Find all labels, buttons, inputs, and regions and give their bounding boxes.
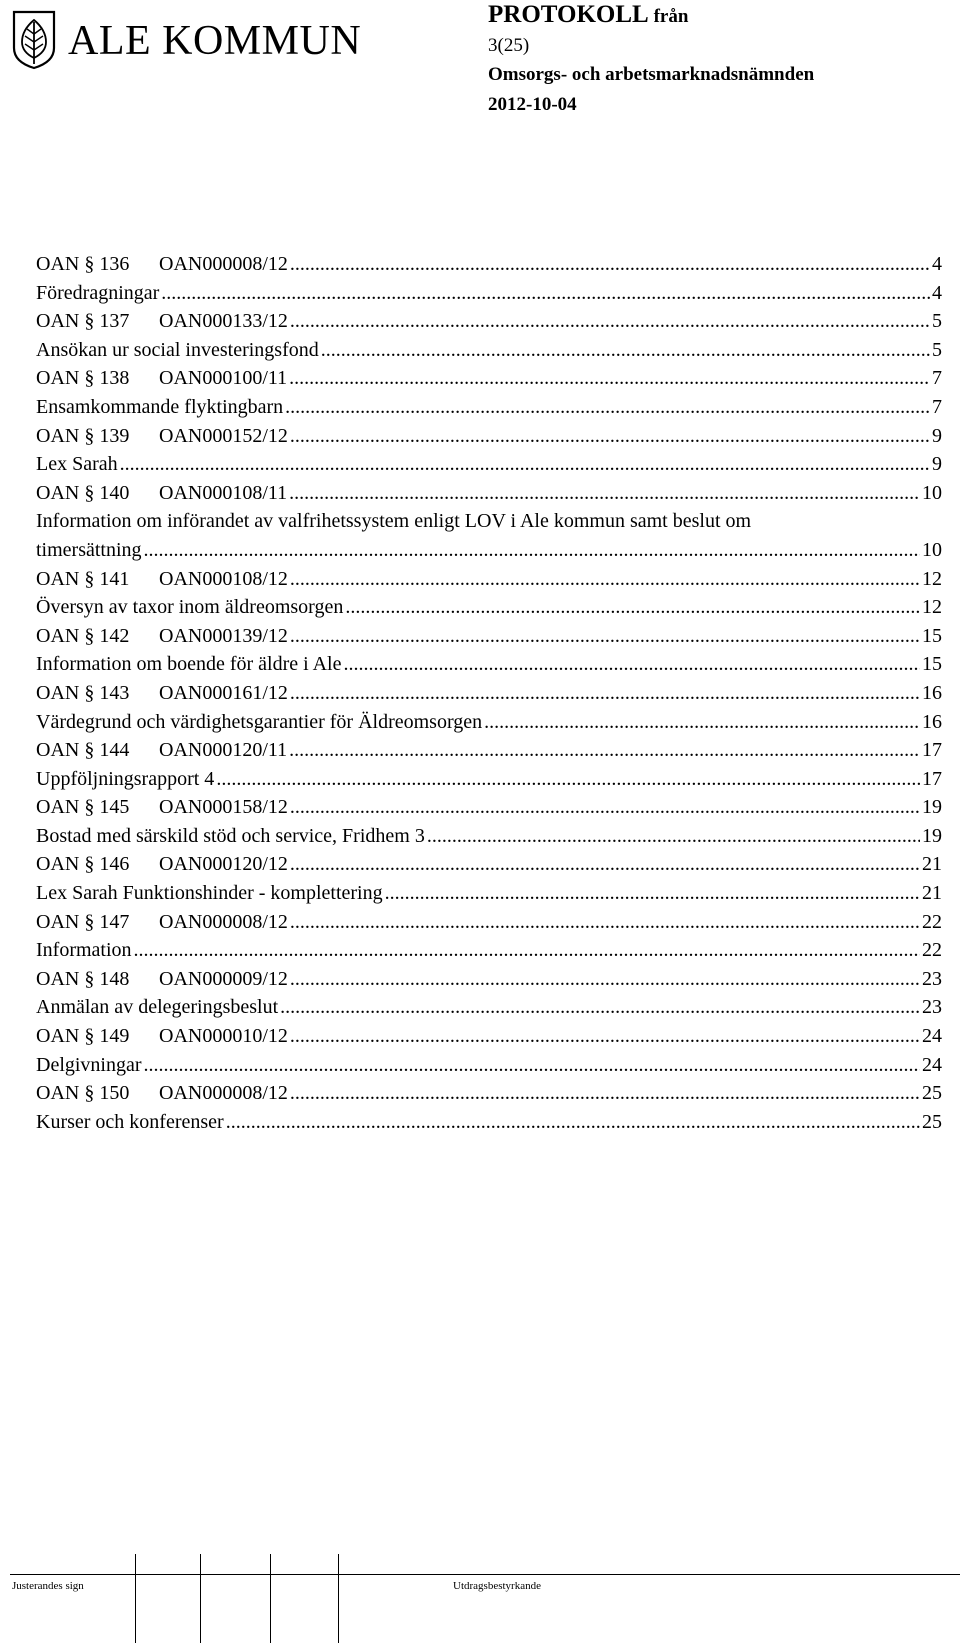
toc-paragraph-row[interactable] (36, 850, 942, 879)
toc-paragraph: OAN § 147 (36, 910, 130, 933)
protocol-title (488, 0, 948, 32)
toc-title-row[interactable] (36, 650, 942, 679)
toc-entry-label (36, 850, 288, 879)
toc-paragraph-row[interactable] (36, 422, 942, 451)
toc-page-number: 19 (922, 796, 942, 819)
toc-paragraph-row[interactable] (36, 565, 942, 594)
toc-title: Anmälan av delegeringsbeslut (36, 996, 279, 1019)
protocol-title-main: PROTOKOLL (488, 1, 648, 28)
toc-title-row[interactable] (36, 879, 942, 908)
toc-paragraph-row[interactable] (36, 1022, 942, 1051)
signature-box-divider (135, 1554, 136, 1643)
toc-title-row[interactable] (36, 536, 942, 565)
toc-page-number: 5 (932, 338, 942, 361)
toc-reference: OAN000120/12 (159, 853, 288, 876)
toc-leader-dots (484, 708, 920, 737)
toc-paragraph-row[interactable] (36, 1079, 942, 1108)
toc-title: timersättning (36, 538, 142, 561)
toc-page-number: 24 (922, 1025, 942, 1048)
toc-page-number: 22 (922, 939, 942, 962)
toc-reference: OAN000158/12 (159, 796, 288, 819)
committee-name: Omsorgs- och arbetsmarknadsnämnden (488, 64, 815, 85)
toc-paragraph: OAN § 141 (36, 567, 130, 590)
toc-page-number: 23 (922, 967, 942, 990)
toc-title-row[interactable] (36, 936, 942, 965)
toc-entry-label (36, 364, 287, 393)
toc-page-number: 25 (922, 1110, 942, 1133)
toc-title-row[interactable] (36, 450, 942, 479)
toc-leader-dots (285, 393, 930, 422)
toc-title: Lex Sarah Funktionshinder - komplettering (36, 882, 383, 905)
logo-text: ALE KOMMUN (68, 18, 362, 64)
toc-reference: OAN000139/12 (159, 624, 288, 647)
toc-entry-label (36, 793, 288, 822)
toc-entry-label (36, 422, 288, 451)
toc-paragraph: OAN § 137 (36, 310, 130, 333)
toc-entry-label (36, 908, 288, 937)
toc-paragraph: OAN § 136 (36, 253, 130, 275)
toc-entry-label (36, 250, 288, 279)
toc-leader-dots (290, 850, 920, 879)
protocol-title-from: från (653, 6, 689, 27)
toc-paragraph-row[interactable] (36, 736, 942, 765)
toc-page-number: 22 (922, 910, 942, 933)
toc-leader-dots (290, 565, 920, 594)
toc-paragraph-row[interactable] (36, 965, 942, 994)
toc-reference: OAN000108/12 (159, 567, 288, 590)
toc-paragraph-row[interactable] (36, 250, 942, 279)
toc-page-number: 25 (922, 1082, 942, 1105)
toc-leader-dots (144, 536, 920, 565)
toc-paragraph: OAN § 144 (36, 739, 130, 762)
toc-title: Kurser och konferenser (36, 1110, 224, 1133)
toc-title-row[interactable] (36, 993, 942, 1022)
toc-page-number: 21 (922, 853, 942, 876)
toc-entry-label (36, 679, 288, 708)
toc-reference: OAN000152/12 (159, 424, 288, 447)
toc-page-number: 4 (932, 253, 942, 275)
toc-leader-dots (290, 250, 930, 279)
toc-title-row[interactable] (36, 593, 942, 622)
toc-leader-dots (345, 593, 920, 622)
toc-title-row[interactable] (36, 822, 942, 851)
toc-leader-dots (290, 622, 920, 651)
toc-page-number: 15 (922, 653, 942, 676)
toc-page-number: 16 (922, 681, 942, 704)
toc-title: Information om boende för äldre i Ale (36, 653, 342, 676)
toc-title-row[interactable] (36, 1108, 942, 1137)
toc-leader-dots (161, 279, 930, 308)
toc-title: Översyn av taxor inom äldreomsorgen (36, 596, 344, 619)
toc-page-number: 24 (922, 1053, 942, 1076)
toc-title-row[interactable] (36, 393, 942, 422)
toc-paragraph-row[interactable] (36, 622, 942, 651)
extract-label: Utdragsbestyrkande (453, 1580, 541, 1592)
toc-reference: OAN000009/12 (159, 967, 288, 990)
toc-leader-dots (289, 364, 930, 393)
toc-entry-label (36, 1022, 288, 1051)
toc-paragraph-row[interactable] (36, 793, 942, 822)
toc-title: Lex Sarah (36, 453, 118, 476)
toc-paragraph: OAN § 143 (36, 681, 130, 704)
toc-page-number: 12 (922, 567, 942, 590)
toc-paragraph: OAN § 139 (36, 424, 130, 447)
toc-paragraph: OAN § 138 (36, 367, 130, 390)
toc-page-number: 12 (922, 596, 942, 619)
toc-leader-dots (289, 479, 920, 508)
toc-page-number: 10 (922, 481, 942, 504)
toc-leader-dots (343, 650, 920, 679)
toc-title: Ansökan ur social investeringsfond (36, 338, 319, 361)
toc-title: Uppföljningsrapport 4 (36, 767, 215, 790)
toc-paragraph: OAN § 148 (36, 967, 130, 990)
toc-page-number: 23 (922, 996, 942, 1019)
toc-leader-dots (290, 793, 920, 822)
toc-paragraph-row[interactable] (36, 908, 942, 937)
toc-title-row[interactable] (36, 1051, 942, 1080)
signature-box-divider (338, 1554, 339, 1643)
toc-paragraph-row[interactable] (36, 679, 942, 708)
toc-page-number: 21 (922, 882, 942, 905)
toc-leader-dots (290, 1022, 920, 1051)
toc-leader-dots (290, 422, 930, 451)
toc-reference: OAN000010/12 (159, 1025, 288, 1048)
toc-entry-label (36, 965, 288, 994)
toc-leader-dots (216, 765, 920, 794)
toc-reference: OAN000133/12 (159, 310, 288, 333)
toc-reference: OAN000008/12 (159, 1082, 288, 1105)
toc-paragraph: OAN § 149 (36, 1025, 130, 1048)
toc-leader-dots (226, 1108, 920, 1137)
toc-leader-dots (290, 965, 920, 994)
toc-title-row[interactable] (36, 336, 942, 365)
toc-entry-label (36, 1079, 288, 1108)
toc-page-number: 9 (932, 453, 942, 476)
toc-entry-label (36, 479, 287, 508)
toc-reference: OAN000161/12 (159, 681, 288, 704)
toc-leader-dots (290, 679, 920, 708)
toc-entry-label (36, 307, 288, 336)
toc-page-number: 19 (922, 824, 942, 847)
toc-paragraph-row[interactable] (36, 307, 942, 336)
toc-title-line: Information om införandet av valfrihetssystem enligt LOV i Ale kommun samt beslut om (36, 510, 752, 533)
toc-paragraph: OAN § 140 (36, 481, 130, 504)
toc-paragraph: OAN § 146 (36, 853, 130, 876)
toc-page-number: 10 (922, 538, 942, 561)
toc-page-number: 5 (932, 310, 942, 333)
footer-divider (10, 1574, 960, 1575)
toc-title: Delgivningar (36, 1053, 142, 1076)
toc-title-row[interactable] (36, 765, 942, 794)
toc-title-row[interactable] (36, 279, 942, 308)
toc-paragraph: OAN § 150 (36, 1082, 130, 1105)
toc-leader-dots (427, 822, 920, 851)
page-count: 3(25) (488, 35, 530, 56)
toc-reference: OAN000008/12 (159, 253, 288, 275)
toc-leader-dots (134, 936, 920, 965)
toc-title: Information (36, 939, 132, 962)
signature-footer (0, 1574, 960, 1643)
toc-leader-dots (321, 336, 930, 365)
toc-paragraph: OAN § 145 (36, 796, 130, 819)
toc-reference: OAN000120/11 (159, 739, 288, 762)
toc-leader-dots (144, 1051, 920, 1080)
toc-page-number: 17 (922, 767, 942, 790)
toc-page-number: 7 (932, 395, 942, 418)
sign-label: Justerandes sign (12, 1580, 84, 1592)
toc-paragraph-row[interactable] (36, 364, 942, 393)
toc-paragraph-row[interactable] (36, 479, 942, 508)
toc-leader-dots (120, 450, 930, 479)
toc-page-number: 16 (922, 710, 942, 733)
toc-entry-label (36, 565, 288, 594)
meeting-date: 2012-10-04 (488, 94, 577, 115)
toc-entry-label (36, 622, 288, 651)
toc-reference: OAN000100/11 (159, 367, 288, 390)
toc-leader-dots (290, 908, 920, 937)
signature-box-divider (200, 1554, 201, 1643)
toc-page-number: 7 (932, 367, 942, 390)
toc-paragraph: OAN § 142 (36, 624, 130, 647)
signature-box-divider (270, 1554, 271, 1643)
toc-title: Bostad med särskild stöd och service, Fridhem 3 (36, 824, 425, 847)
toc-title: Ensamkommande flyktingbarn (36, 395, 284, 418)
toc-title-row[interactable] (36, 708, 942, 737)
toc-leader-dots (385, 879, 920, 908)
toc-page-number: 15 (922, 624, 942, 647)
toc-title: Föredragningar (36, 281, 160, 304)
toc-page-number: 4 (932, 281, 942, 304)
toc-leader-dots (290, 1079, 920, 1108)
toc-page-number: 9 (932, 424, 942, 447)
table-of-contents (36, 49, 942, 1136)
toc-leader-dots (290, 307, 930, 336)
toc-leader-dots (280, 993, 920, 1022)
toc-entry-label (36, 736, 287, 765)
toc-leader-dots (289, 736, 920, 765)
toc-reference: OAN000008/12 (159, 910, 288, 933)
toc-reference: OAN000108/11 (159, 481, 288, 504)
toc-page-number: 17 (922, 739, 942, 762)
toc-title: Värdegrund och värdighetsgarantier för Äldreomsorgen (36, 710, 483, 733)
